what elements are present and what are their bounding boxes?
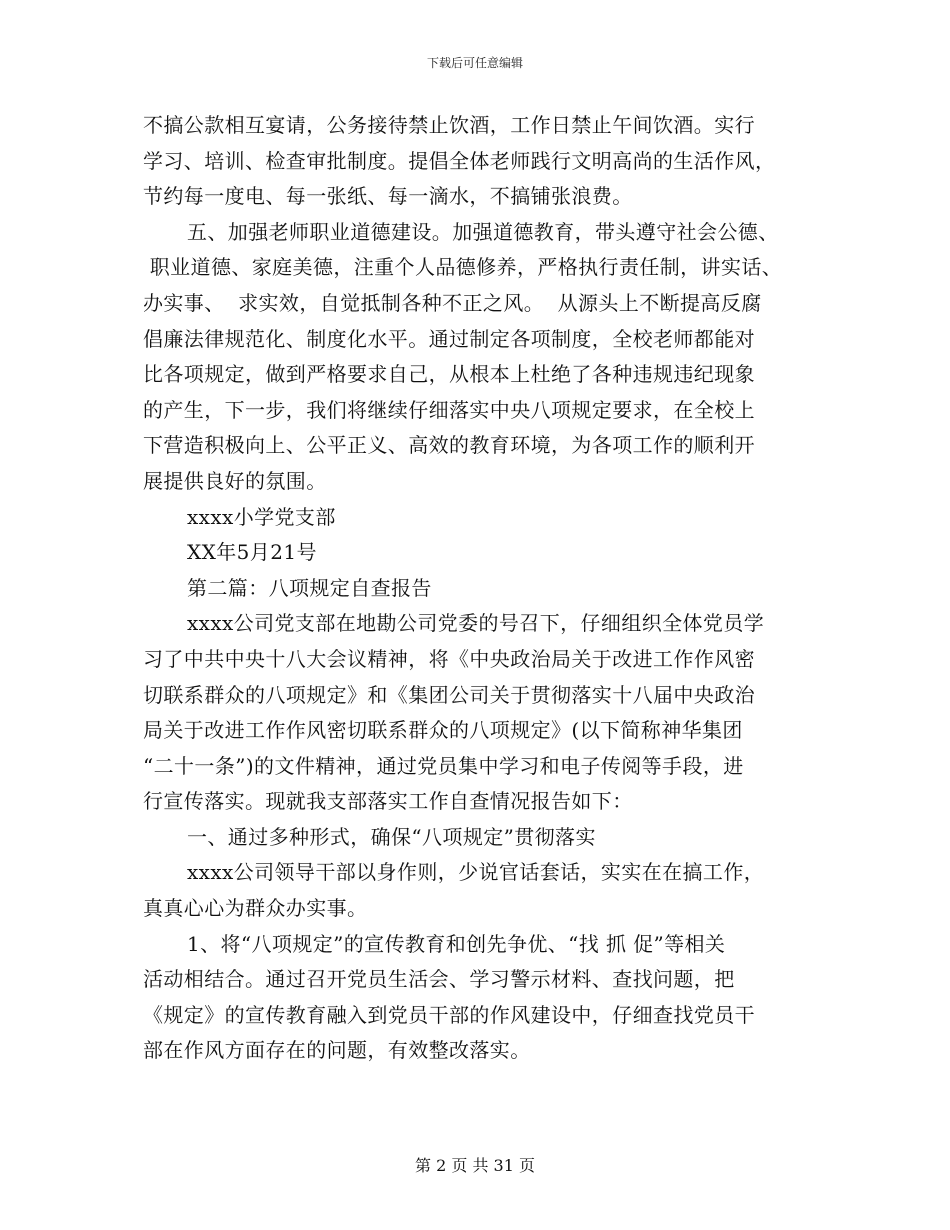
text-line: 一、通过多种形式，确保“八项规定”贯彻落实 — [187, 824, 596, 849]
text-line: 不搞公款相互宴请，公务接待禁止饮酒，工作日禁止午间饮酒。实行 — [143, 113, 755, 137]
text-line: 倡廉法律规范化、制度化水平。通过制定各项制度，全校老师都能对 — [143, 326, 755, 351]
text-line: 习了中共中央十八大会议精神，将《中央政治局关于改进工作作风密 — [143, 646, 755, 671]
text-line: 办实事、 求实效，自觉抵制各种不正之风。 从源头上不断提高反腐 — [143, 290, 762, 315]
text-line: xxxx公司领导干部以身作则，少说官话套话，实实在在搞工作， — [187, 860, 765, 885]
text-line: 1、将“八项规定”的宣传教育和创先争优、“找 抓 促”等相关 — [187, 931, 726, 956]
text-line: 活动相结合。通过召开党员生活会、学习警示材料、查找问题，把 — [143, 967, 735, 992]
text-line: 展提供良好的氛围。 — [143, 468, 327, 493]
page-header: 下载后可任意编辑 — [426, 56, 523, 70]
text-line: xxxx公司党支部在地勘公司党委的号召下，仔细组织全体党员学 — [187, 611, 765, 636]
text-line: 五、加强老师职业道德建设。加强道德教育，带头遵守社会公德、 — [187, 219, 779, 244]
text-line: 比各项规定，做到严格要求自己，从根本上杜绝了各种违规违纪现象 — [143, 362, 755, 387]
text-line: 《规定》的宣传教育融入到党员干部的作风建设中，仔细查找党员干 — [143, 1002, 755, 1027]
text-line: 部在作风方面存在的问题，有效整改落实。 — [143, 1038, 531, 1063]
text-line: 第二篇：八项规定自查报告 — [187, 575, 432, 600]
document-body — [143, 108, 823, 1069]
text-line: “二十一条”)的文件精神，通过党员集中学习和电子传阅等手段，进 — [143, 753, 744, 778]
text-line: 学习、培训、检查审批制度。提倡全体老师践行文明高尚的生活作风， — [143, 148, 776, 173]
text-line: 的产生，下一步，我们将继续仔细落实中央八项规定要求，在全校上 — [143, 397, 755, 422]
text-line: 职业道德、家庭美德，注重个人品德修养，严格执行责任制，讲实话、 — [143, 255, 783, 280]
text-line: 局关于改进工作作风密切联系群众的八项规定》(以下简称神华集团 — [143, 718, 743, 743]
text-line: 下营造积极向上、公平正义、高效的教育环境，为各项工作的顺利开 — [143, 433, 755, 458]
text-line: xxxx小学党支部 — [187, 504, 336, 529]
text-line: 节约每一度电、每一张纸、每一滴水，不搞铺张浪费。 — [143, 184, 633, 209]
text-line: XX年5月21号 — [187, 540, 317, 565]
page-footer-page-number: 第 2 页 共 31 页 — [415, 1156, 535, 1175]
text-line: 行宣传落实。现就我支部落实工作自查情况报告如下： — [143, 789, 633, 814]
text-line: 真真心心为群众办实事。 — [143, 896, 368, 921]
text-line: 切联系群众的八项规定》和《集团公司关于贯彻落实十八届中央政治 — [143, 682, 755, 707]
